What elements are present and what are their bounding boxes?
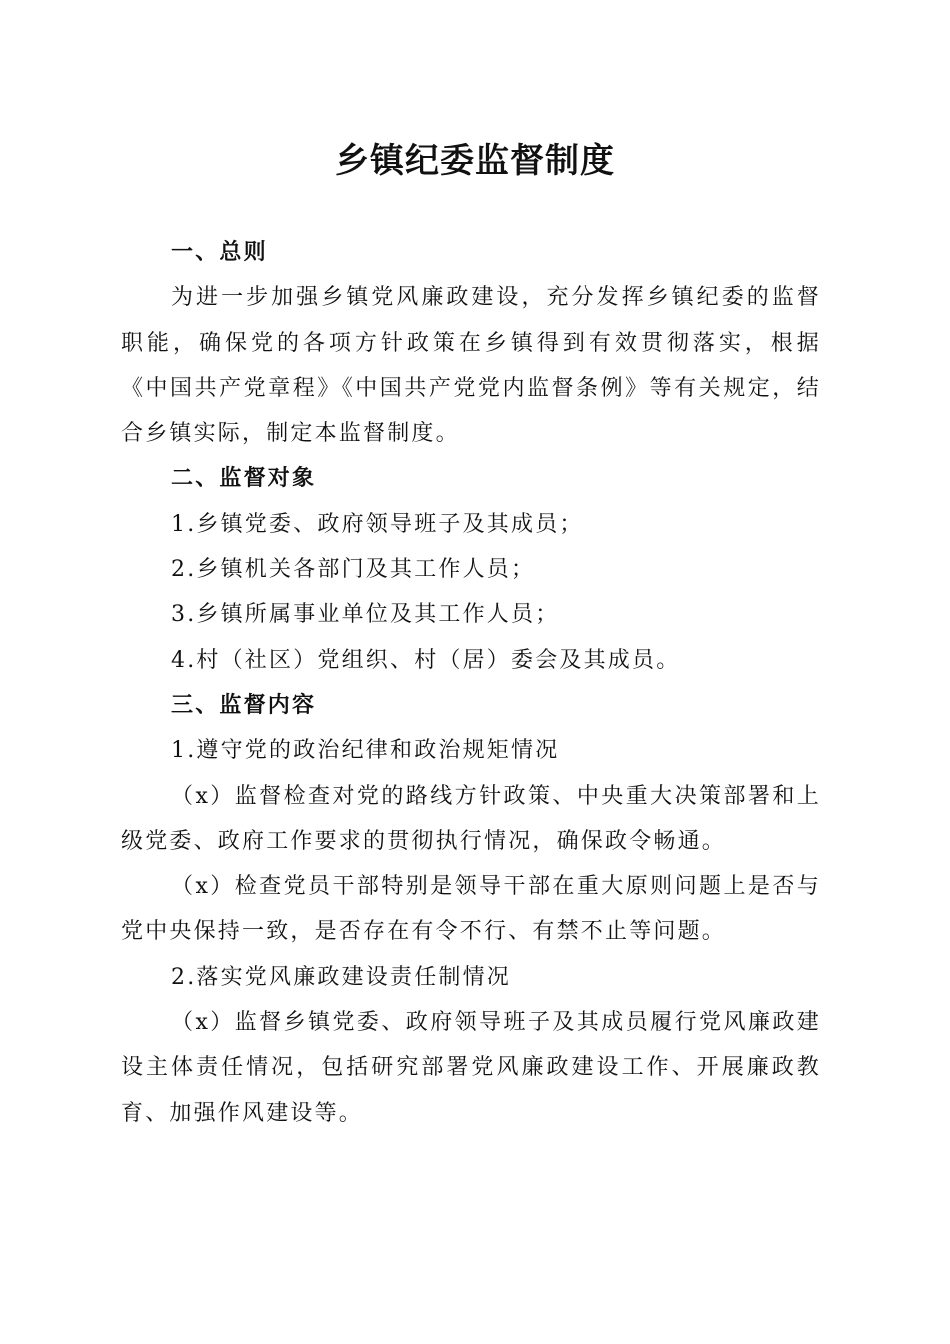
paragraph: （x）监督乡镇党委、政府领导班子及其成员履行党风廉政建设主体责任情况，包括研究部署党风廉政建设工作、开展廉政教育、加强作风建设等。	[121, 1010, 821, 1126]
section-heading-supervision-content: 三、监督内容	[171, 692, 317, 718]
document-title: 乡镇纪委监督制度	[335, 141, 615, 181]
subsection-title: 1.遵守党的政治纪律和政治规矩情况	[171, 738, 560, 764]
paragraph: （x）检查党员干部特别是领导干部在重大原则问题上是否与党中央保持一致，是否存在有令不行、有禁不止等问题。	[121, 874, 821, 945]
section-heading-supervision-targets: 二、监督对象	[171, 466, 317, 492]
list-item: 1.乡镇党委、政府领导班子及其成员；	[171, 511, 584, 537]
document-body	[121, 230, 821, 1136]
subsection-title: 2.落实党风廉政建设责任制情况	[171, 964, 511, 990]
section-heading-general: 一、总则	[171, 240, 268, 265]
list-item: 4.村（社区）党组织、村（居）委会及其成员。	[171, 647, 681, 673]
list-item: 3.乡镇所属事业单位及其工作人员；	[171, 602, 560, 628]
list-item: 2.乡镇机关各部门及其工作人员；	[171, 557, 536, 583]
paragraph: 为进一步加强乡镇党风廉政建设，充分发挥乡镇纪委的监督职能，确保党的各项方针政策在乡镇得到有效贯彻落实，根据《中国共产党章程》《中国共产党党内监督条例》等有关规定，结合乡镇实际，制定本监督制度。	[121, 285, 821, 447]
paragraph: （x）监督检查对党的路线方针政策、中央重大决策部署和上级党委、政府工作要求的贯彻执行情况，确保政令畅通。	[121, 783, 821, 854]
